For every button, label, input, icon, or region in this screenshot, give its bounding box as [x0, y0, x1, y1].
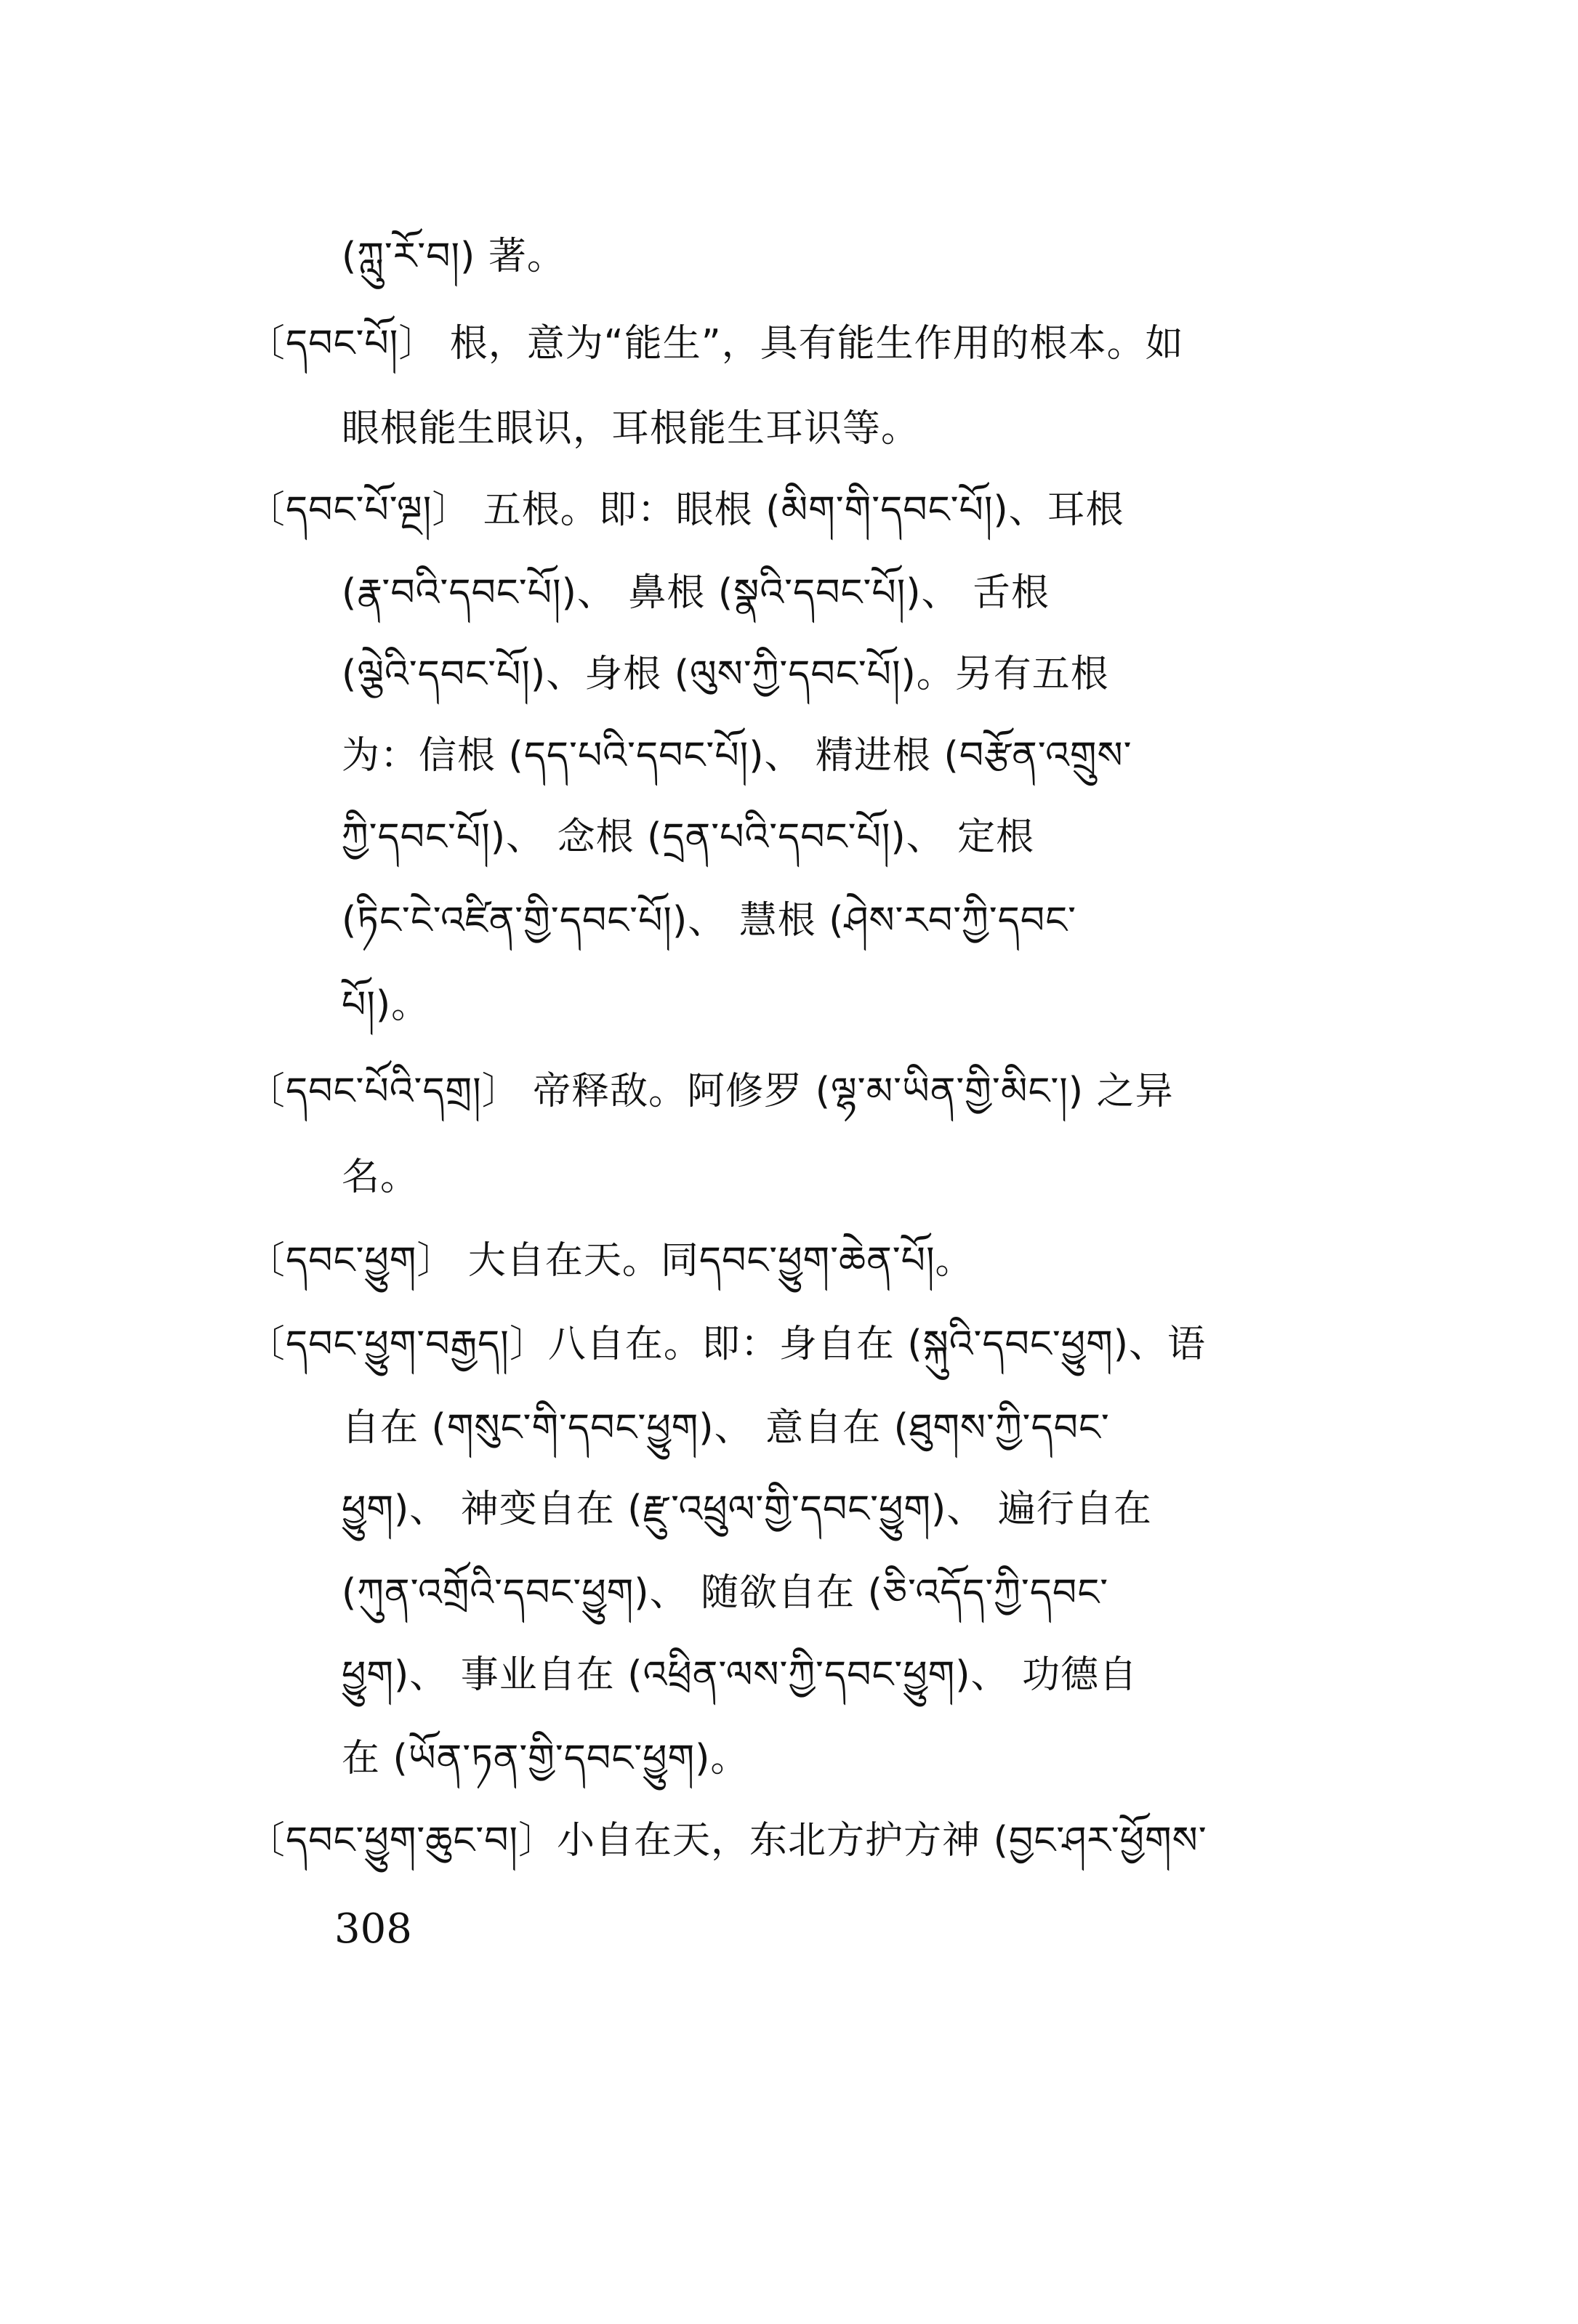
text-line-continuation: ཀྱི་དབང་པོ།)、 念根 (དྲན་པའི་དབང་པོ།)、 定根 — [342, 815, 1035, 859]
page-number: 308 — [334, 1905, 412, 1953]
text-line-continuation: 名。 — [342, 1155, 419, 1199]
entry-line: 〔དབང་ཕྱུག་ཆུང་བ།〕小自在天，东北方护方神 (བྱང་ཤར་ཕྱོགས་ — [247, 1819, 1207, 1863]
text-line-continuation: 眼根能生眼识，耳根能生耳识等。 — [342, 407, 920, 451]
entry-line: 〔དབང་པོའི་དགྲ།〕 帝释敌。阿修罗 (ལྷ་མ་ཡིན་གྱི་མིང་།) 之异 — [247, 1070, 1174, 1113]
entry-line: 〔དབང་པོ།〕 根，意为“能生”，具有能生作用的根本。如 — [247, 322, 1184, 366]
entry-line: 〔དབང་པོ་ལྔ།〕 五根。即：眼根 (མིག་གི་དབང་པོ།)、耳根 — [247, 488, 1124, 532]
text-line-continuation: (ཏིང་ངེ་འཛིན་གྱི་དབང་པོ།)、 慧根 (ཤེས་རབ་ཀྱི་དབང་ — [342, 899, 1077, 943]
text-line-continuation: (ཀླུ་རོ་བ།) 著。 — [342, 235, 565, 278]
entry-line: 〔དབང་ཕྱུག〕 大自在天。同དབང་ཕྱུག་ཆེན་པོ།。 — [247, 1239, 974, 1283]
text-line-continuation: 自在 (གསུང་གི་དབང་ཕྱུག)、 意自在 (ཐུགས་ཀྱི་དབང་ — [342, 1406, 1110, 1450]
text-line-continuation: ཕྱུག)、 神变自在 (རྫུ་འཕྲུལ་གྱི་དབང་ཕྱུག)、 遍行自在 — [342, 1488, 1152, 1531]
text-line-continuation: (རྣ་བའི་དབང་པོ།)、 鼻根 (སྣའི་དབང་པོ།)、 舌根 — [342, 571, 1050, 615]
text-line-continuation: པོ།)。 — [342, 983, 430, 1027]
text-line-continuation: (ཀུན་འགྲོའི་དབང་ཕྱུག)、 随欲自在 (ཅི་འདོད་ཀྱི་དབང་ — [342, 1571, 1109, 1615]
entry-line: 〔དབང་ཕྱུག་བརྒྱད།〕八自在。即：身自在 (སྐུའི་དབང་ཕྱུག)、语 — [247, 1323, 1207, 1366]
text-line-continuation: (ལྕེའི་དབང་པོ།)、身根 (ལུས་ཀྱི་དབང་པོ།)。另有五根 — [342, 653, 1109, 696]
text-line-continuation: 为：信根 (དད་པའི་དབང་པོ།)、 精进根 (བརྩོན་འགྲུས་ — [342, 734, 1132, 778]
text-line-continuation: ཕྱུག)、 事业自在 (འཕྲིན་ལས་ཀྱི་དབང་ཕྱུག)、 功德自 — [342, 1653, 1138, 1697]
text-line-continuation: 在 (ཡོན་ཏན་གྱི་དབང་ཕྱུག)。 — [342, 1737, 749, 1780]
